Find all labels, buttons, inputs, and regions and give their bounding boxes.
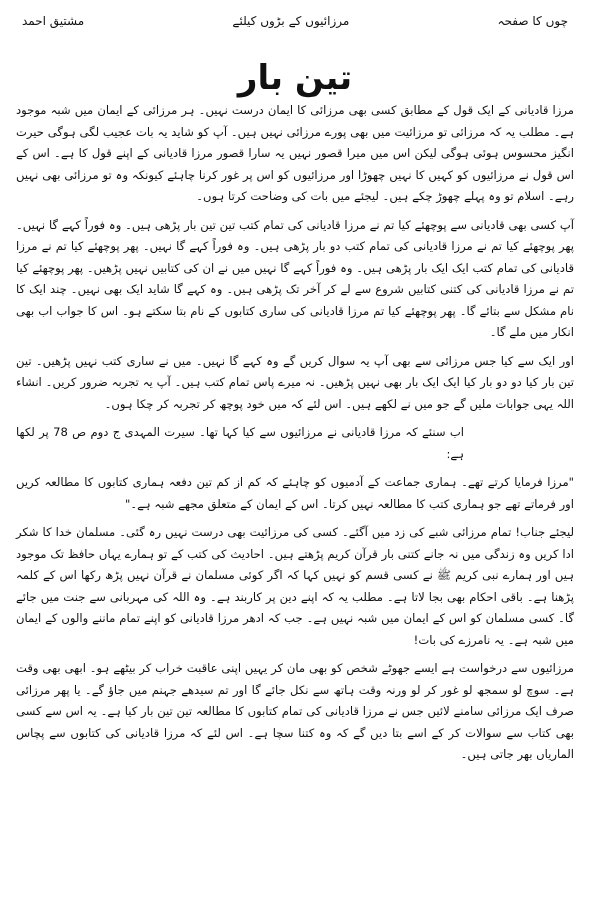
article-body	[16, 100, 574, 773]
paragraph: مرزا قادیانی کے ایک قول کے مطابق کسی بھی مرزائی کا ایمان درست نہیں۔ ہر مرزائی کے ایمان میں شبہ موجود ہے۔ مطلب یہ کہ مرزائی تو مرزائیت میں بھی پورے مرزائی نہیں ہیں۔ آپ کو شاید یہ بات عجیب لگی ہوگی حیرت انگیز محسوس ہوئی ہوگی لیکن اس میں میرا قصور نہیں یہ سارا قصور مرزا قادیانی کے اپنے قول کا ہے۔ اس کے اس قول نے مرزائیوں کو کہیں کا نہیں چھوڑا اور مرزائیوں کو اس پر غور کرنا چاہئے کیونکہ وہ تو مرزائی بھی نہیں رہے۔ اسلام تو وہ پہلے چھوڑ چکے ہیں۔ لیجئے میں بات کی وضاحت کرتا ہوں۔	[16, 103, 574, 203]
page-header	[22, 8, 568, 34]
header-subtitle: مرزائیوں کے بڑوں کیلئے	[232, 14, 350, 28]
paragraph: مرزائیوں سے درخواست ہے ایسے جھوٹے شخص کو بھی مان کر یہیں اپنی عاقبت خراب کر بیٹھے ہو۔ ابھی بھی وقت ہے۔ سوچ لو سمجھ لو غور کر لو ورنہ وقت ہاتھ سے نکل جائے گا اور تم سیدھے جہنم میں جاؤ گے۔ یا پھر مرزائی صرف ایک مرزائی سامنے لائیں جس نے مرزا قادیانی کی تمام کتابوں کا مطالعہ تین تین بار کیا ہے۔ یہ اس سے کسی بھی کتاب سے سوالات کر کے اسے بتا دیں گے کہ وہ کتنا سچا ہے۔ اس لئے کہ مرزا قادیانی کی کتابوں سے پچاس الماریاں بھر جاتی ہیں۔	[16, 661, 574, 761]
header-author: مشتیق احمد	[22, 14, 85, 28]
paragraph: اور ایک سے کیا جس مرزائی سے بھی آپ یہ سوال کریں گے وہ کہے گا نہیں۔ میں نے ساری کتب نہیں پڑھیں۔ تین تین بار کیا دو دو بار کیا ایک ایک بار بھی نہیں پڑھیں۔ نہ میرے پاس تمام کتب ہیں۔ آپ یہ تجربہ ضرور کریں۔ انشاء اللہ یہی جوابات ملیں گے جو میں نے لکھے ہیں۔ اس لئے کہ میں خود پوچھ کر تجربہ کر چکا ہوں۔	[16, 353, 574, 411]
paragraph: لیجئے جناب! تمام مرزائی شبے کی زد میں آگئے۔ کسی کی مرزائیت بھی درست نہیں رہ گئی۔ مسلمان خدا کا شکر ادا کریں وہ زندگی میں نہ جانے کتنی بار قرآن کریم پڑھتے ہیں۔ احادیث کی کتب کے تو ہمارے یہاں حافظ تک موجود ہیں اور ہمارے نبی کریم ﷺ نے کسی قسم کو نہیں کہا کہ اگر کوئی مسلمان نے قرآن نہیں پڑھ رکھا اس کے کلمہ پڑھنا ہے۔ باقی احکام بھی بجا لاتا ہے۔ مطلب یہ کہ اپنے دین پر کاربند ہے۔ وہ اللہ کی مہربانی سے جنت میں جائے گا۔ کسی مسلمان کو اس کے ایمان میں شبہ نہیں ہے۔ جب کہ ادھر مرزا قادیانی کو اپنے تمام ماننے والوں کے ایمان میں شبہ ہے۔ یہ نامرزے کی بات!	[16, 525, 574, 647]
header-section-label: چوں کا صفحہ	[497, 14, 568, 28]
citation-intro: اب سنئے کہ مرزا قادیانی نے مرزائیوں سے کیا کہا تھا۔ سیرت المہدی ج دوم ص 78 پر لکھا ہے:	[16, 425, 464, 461]
article-title: تین بار	[237, 58, 353, 98]
paragraph: آپ کسی بھی قادیانی سے پوچھئے کیا تم نے مرزا قادیانی کی تمام کتب تین تین بار پڑھی ہیں۔ وہ فوراً کہے گا نہیں۔ پھر پوچھئے کیا تم نے مرزا قادیانی کی تمام کتب دو بار پڑھی ہیں۔ وہ فوراً کہے گا نہیں۔ پھر پوچھئے کیا تم نے مرزا قادیانی کی تمام کتب ایک ایک بار پڑھی ہیں۔ وہ فوراً کہے گا نہیں میں نے ان کی کتابیں نہیں پڑھیں۔ پھر پوچھئے کیا تم نے مرزا قادیانی کی کتنی کتابیں شروع سے لے کر آخر تک پڑھی ہیں۔ وہ کہے گا شاید ایک بھی نہیں۔ چند ایک کا نام مشکل سے بتائے گا۔ پھر پوچھئے کیا تم مرزا قادیانی کی ساری کتابوں کے نام بتا سکتے ہو۔ اس کا جواب اب بھی انکار میں ملے گا۔	[16, 217, 574, 339]
quote: "مرزا فرمایا کرتے تھے۔ ہماری جماعت کے آدمیوں کو چاہئے کہ کم از کم تین دفعہ ہماری کتابوں کا مطالعہ کریں اور فرماتے تھے جو ہماری کتب کا مطالعہ نہیں کرتا۔ اس کے ایمان کے متعلق مجھے شبہ ہے۔"	[16, 475, 574, 511]
